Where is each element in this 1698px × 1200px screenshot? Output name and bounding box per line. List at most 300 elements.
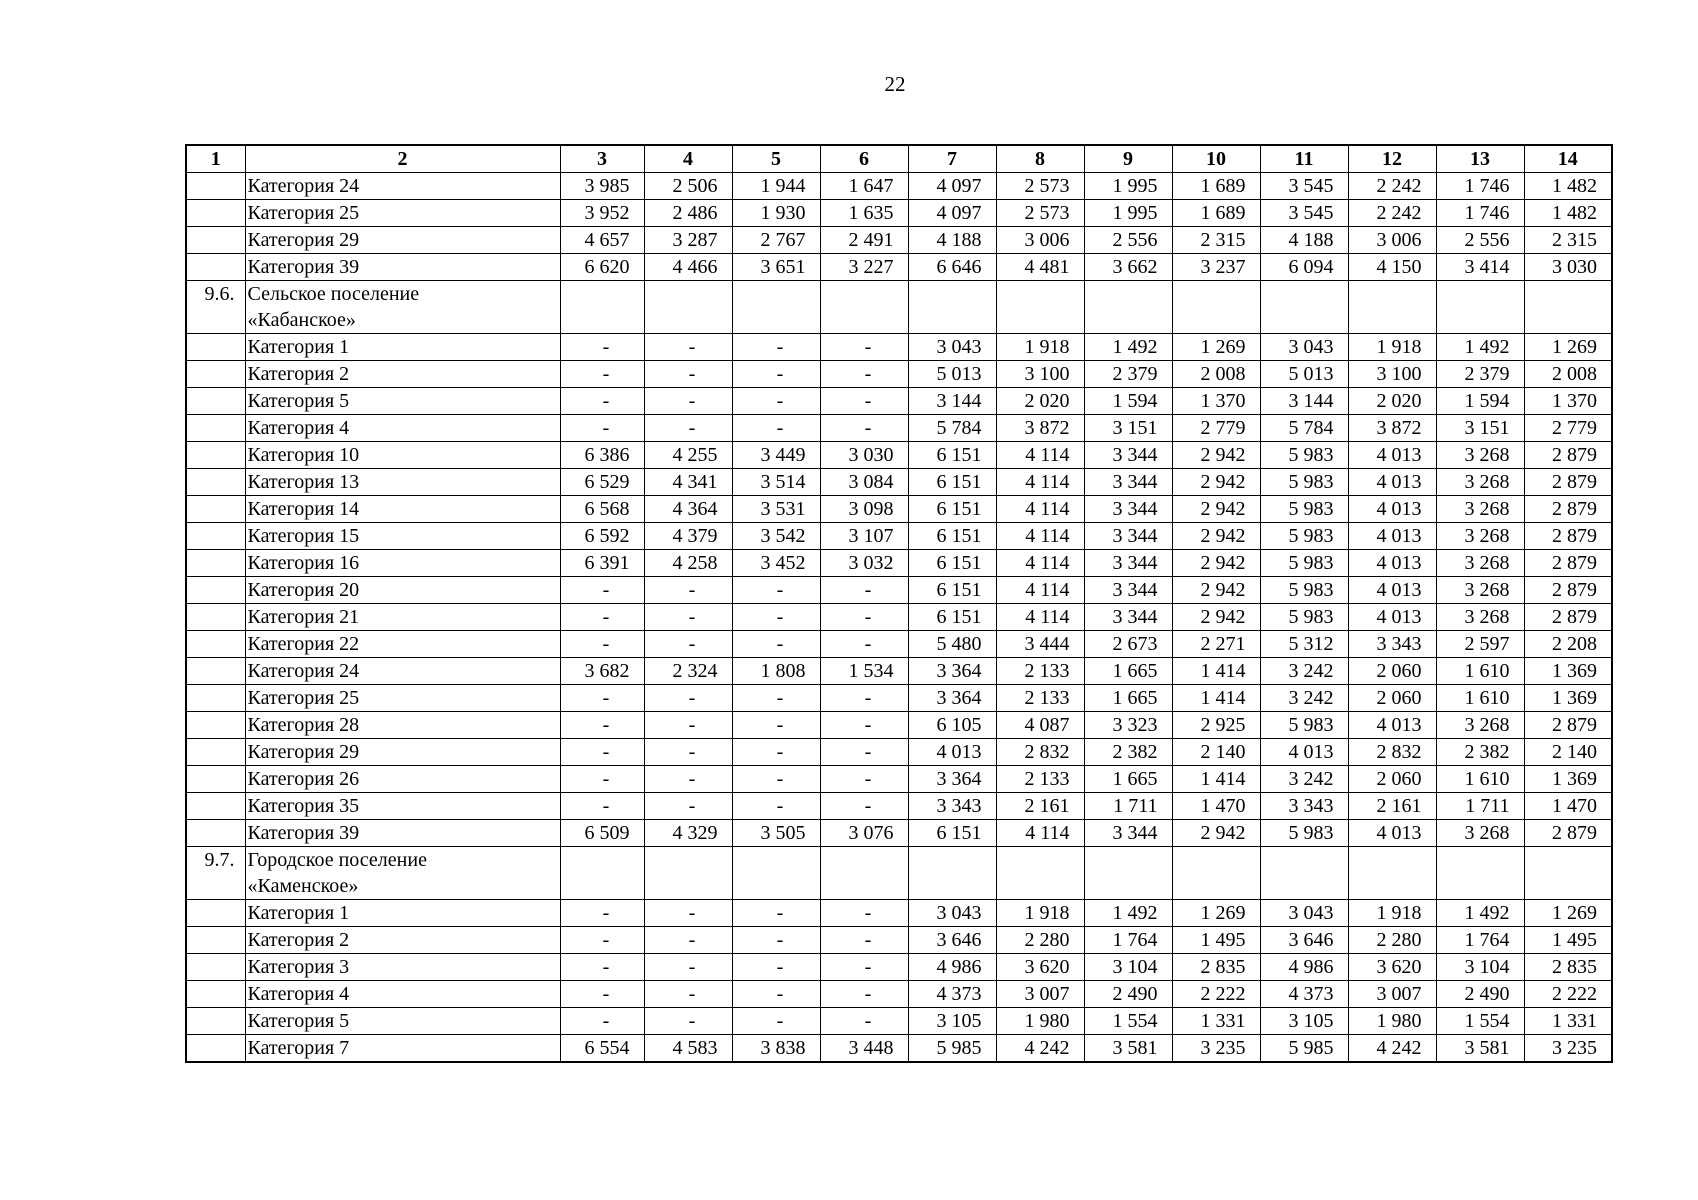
table-body — [186, 173, 1612, 1063]
value-cell: 3 227 — [820, 254, 908, 281]
row-index — [186, 820, 245, 847]
value-cell: 4 188 — [908, 227, 996, 254]
value-cell: 1 764 — [1084, 927, 1172, 954]
value-cell: - — [560, 361, 644, 388]
value-cell: 2 140 — [1524, 739, 1612, 766]
row-index — [186, 981, 245, 1008]
value-cell: 3 235 — [1524, 1035, 1612, 1063]
value-cell: 3 344 — [1084, 469, 1172, 496]
value-cell: 1 746 — [1436, 200, 1524, 227]
value-cell: 2 020 — [1348, 388, 1436, 415]
value-cell — [644, 847, 732, 900]
value-cell: 3 364 — [908, 766, 996, 793]
value-cell: 3 043 — [908, 334, 996, 361]
column-header-9: 9 — [1084, 145, 1172, 173]
value-cell: 1 331 — [1524, 1008, 1612, 1035]
column-header-4: 4 — [644, 145, 732, 173]
value-cell: 5 013 — [1260, 361, 1348, 388]
value-cell: 2 879 — [1524, 496, 1612, 523]
category-name: Категория 39 — [245, 820, 560, 847]
value-cell: - — [644, 334, 732, 361]
value-cell: 2 490 — [1436, 981, 1524, 1008]
table-row — [186, 388, 1612, 415]
value-cell: 4 255 — [644, 442, 732, 469]
value-cell: 5 985 — [1260, 1035, 1348, 1063]
value-cell: 1 764 — [1436, 927, 1524, 954]
value-cell: 3 952 — [560, 200, 644, 227]
value-cell: 4 013 — [1348, 550, 1436, 577]
value-cell: 5 784 — [908, 415, 996, 442]
value-cell: 2 020 — [996, 388, 1084, 415]
value-cell: - — [732, 927, 820, 954]
value-cell: 3 268 — [1436, 496, 1524, 523]
row-index — [186, 685, 245, 712]
table-row — [186, 200, 1612, 227]
value-cell: 2 832 — [996, 739, 1084, 766]
value-cell: 5 013 — [908, 361, 996, 388]
value-cell: - — [732, 631, 820, 658]
value-cell: 6 391 — [560, 550, 644, 577]
value-cell: 3 545 — [1260, 200, 1348, 227]
value-cell: 5 983 — [1260, 577, 1348, 604]
value-cell: - — [560, 334, 644, 361]
value-cell: 4 114 — [996, 550, 1084, 577]
value-cell: 3 104 — [1436, 954, 1524, 981]
value-cell: 3 242 — [1260, 658, 1348, 685]
value-cell: 2 767 — [732, 227, 820, 254]
value-cell: 1 594 — [1084, 388, 1172, 415]
value-cell: 4 657 — [560, 227, 644, 254]
value-cell: 4 013 — [908, 739, 996, 766]
value-cell — [1172, 847, 1260, 900]
row-index — [186, 900, 245, 927]
value-cell: - — [644, 1008, 732, 1035]
value-cell: 3 007 — [1348, 981, 1436, 1008]
value-cell: 2 280 — [996, 927, 1084, 954]
value-cell: 2 133 — [996, 766, 1084, 793]
value-cell: 1 711 — [1084, 793, 1172, 820]
value-cell: - — [820, 712, 908, 739]
value-cell: - — [560, 388, 644, 415]
value-cell: - — [560, 793, 644, 820]
value-cell: 2 222 — [1172, 981, 1260, 1008]
table-row — [186, 550, 1612, 577]
row-index — [186, 388, 245, 415]
table-row — [186, 254, 1612, 281]
value-cell — [644, 281, 732, 334]
category-name: Категория 3 — [245, 954, 560, 981]
value-cell: - — [560, 927, 644, 954]
column-header-3: 3 — [560, 145, 644, 173]
row-index — [186, 361, 245, 388]
value-cell: 3 505 — [732, 820, 820, 847]
value-cell: 5 985 — [908, 1035, 996, 1063]
value-cell: - — [820, 927, 908, 954]
value-cell: 2 060 — [1348, 658, 1436, 685]
value-cell: - — [820, 1008, 908, 1035]
category-name: Категория 16 — [245, 550, 560, 577]
tariff-table — [185, 144, 1613, 1063]
value-cell: 2 835 — [1524, 954, 1612, 981]
value-cell: 3 646 — [1260, 927, 1348, 954]
value-cell: - — [820, 631, 908, 658]
value-cell: - — [644, 766, 732, 793]
row-index — [186, 1008, 245, 1035]
table-row — [186, 685, 1612, 712]
value-cell: 4 114 — [996, 820, 1084, 847]
value-cell: 1 269 — [1524, 900, 1612, 927]
value-cell: 2 942 — [1172, 496, 1260, 523]
value-cell: - — [732, 981, 820, 1008]
table-row — [186, 631, 1612, 658]
value-cell: 1 370 — [1524, 388, 1612, 415]
value-cell: 2 140 — [1172, 739, 1260, 766]
value-cell: 2 271 — [1172, 631, 1260, 658]
value-cell: 2 506 — [644, 173, 732, 200]
table-row — [186, 793, 1612, 820]
table-row — [186, 954, 1612, 981]
value-cell — [1348, 847, 1436, 900]
value-cell: - — [732, 604, 820, 631]
value-cell: 2 942 — [1172, 442, 1260, 469]
value-cell: 2 133 — [996, 685, 1084, 712]
value-cell — [1524, 847, 1612, 900]
row-index — [186, 442, 245, 469]
value-cell: 1 647 — [820, 173, 908, 200]
value-cell: 4 114 — [996, 469, 1084, 496]
value-cell: 5 983 — [1260, 442, 1348, 469]
table-row — [186, 900, 1612, 927]
value-cell: 4 188 — [1260, 227, 1348, 254]
value-cell: - — [644, 415, 732, 442]
value-cell: 1 918 — [996, 900, 1084, 927]
value-cell: 5 312 — [1260, 631, 1348, 658]
value-cell: 1 495 — [1172, 927, 1260, 954]
value-cell: 2 490 — [1084, 981, 1172, 1008]
value-cell — [1172, 281, 1260, 334]
row-index — [186, 793, 245, 820]
value-cell: 2 242 — [1348, 173, 1436, 200]
value-cell: 4 373 — [1260, 981, 1348, 1008]
value-cell: 5 784 — [1260, 415, 1348, 442]
section-name: Сельское поселение «Кабанское» — [245, 281, 560, 334]
value-cell: 3 144 — [1260, 388, 1348, 415]
table-row — [186, 766, 1612, 793]
value-cell: 2 942 — [1172, 820, 1260, 847]
value-cell: 3 268 — [1436, 442, 1524, 469]
value-cell: 6 105 — [908, 712, 996, 739]
value-cell: 2 280 — [1348, 927, 1436, 954]
section-row — [186, 847, 1612, 900]
value-cell: - — [820, 954, 908, 981]
table-row — [186, 658, 1612, 685]
value-cell: - — [732, 361, 820, 388]
row-index — [186, 927, 245, 954]
value-cell: 3 343 — [908, 793, 996, 820]
value-cell: - — [820, 739, 908, 766]
value-cell: 2 161 — [996, 793, 1084, 820]
column-header-8: 8 — [996, 145, 1084, 173]
row-index: 9.7. — [186, 847, 245, 900]
value-cell: 6 386 — [560, 442, 644, 469]
value-cell: - — [732, 388, 820, 415]
category-name: Категория 22 — [245, 631, 560, 658]
value-cell: 3 007 — [996, 981, 1084, 1008]
value-cell: 1 594 — [1436, 388, 1524, 415]
value-cell: 1 331 — [1172, 1008, 1260, 1035]
value-cell: 1 918 — [1348, 900, 1436, 927]
value-cell: 3 344 — [1084, 550, 1172, 577]
value-cell: 2 060 — [1348, 766, 1436, 793]
value-cell: 4 150 — [1348, 254, 1436, 281]
value-cell: - — [820, 981, 908, 1008]
value-cell: 1 414 — [1172, 658, 1260, 685]
value-cell: 3 343 — [1348, 631, 1436, 658]
value-cell: 1 369 — [1524, 685, 1612, 712]
category-name: Категория 2 — [245, 361, 560, 388]
value-cell: 5 983 — [1260, 469, 1348, 496]
value-cell: - — [732, 793, 820, 820]
value-cell: - — [560, 900, 644, 927]
value-cell: 4 013 — [1348, 442, 1436, 469]
category-name: Категория 1 — [245, 334, 560, 361]
row-index — [186, 1035, 245, 1063]
value-cell: 4 114 — [996, 442, 1084, 469]
value-cell: 3 105 — [1260, 1008, 1348, 1035]
value-cell: 2 573 — [996, 200, 1084, 227]
table-row — [186, 604, 1612, 631]
value-cell: 2 222 — [1524, 981, 1612, 1008]
value-cell: - — [732, 685, 820, 712]
row-index — [186, 254, 245, 281]
value-cell: - — [820, 388, 908, 415]
row-index — [186, 227, 245, 254]
column-header-12: 12 — [1348, 145, 1436, 173]
value-cell: 2 879 — [1524, 550, 1612, 577]
value-cell: 4 258 — [644, 550, 732, 577]
value-cell: - — [644, 577, 732, 604]
value-cell: 3 100 — [996, 361, 1084, 388]
value-cell: 3 662 — [1084, 254, 1172, 281]
section-name: Городское поселение «Каменское» — [245, 847, 560, 900]
value-cell: 3 620 — [1348, 954, 1436, 981]
value-cell: 1 610 — [1436, 658, 1524, 685]
value-cell: 4 986 — [1260, 954, 1348, 981]
value-cell: 3 151 — [1084, 415, 1172, 442]
value-cell: 3 838 — [732, 1035, 820, 1063]
value-cell: 1 689 — [1172, 200, 1260, 227]
value-cell: - — [560, 604, 644, 631]
value-cell: - — [560, 766, 644, 793]
value-cell: - — [820, 900, 908, 927]
value-cell: - — [560, 577, 644, 604]
value-cell: - — [644, 981, 732, 1008]
value-cell: 4 341 — [644, 469, 732, 496]
value-cell: - — [644, 927, 732, 954]
value-cell: - — [820, 334, 908, 361]
value-cell: 3 344 — [1084, 523, 1172, 550]
value-cell: 3 268 — [1436, 820, 1524, 847]
value-cell: 6 620 — [560, 254, 644, 281]
value-cell: 2 925 — [1172, 712, 1260, 739]
category-name: Категория 2 — [245, 927, 560, 954]
category-name: Категория 29 — [245, 227, 560, 254]
value-cell: 3 581 — [1084, 1035, 1172, 1063]
table-row — [186, 712, 1612, 739]
category-name: Категория 15 — [245, 523, 560, 550]
value-cell: 3 043 — [1260, 900, 1348, 927]
value-cell: 3 581 — [1436, 1035, 1524, 1063]
value-cell: - — [644, 361, 732, 388]
value-cell: 3 414 — [1436, 254, 1524, 281]
row-index — [186, 523, 245, 550]
category-name: Категория 29 — [245, 739, 560, 766]
value-cell: 5 983 — [1260, 523, 1348, 550]
value-cell: 2 879 — [1524, 712, 1612, 739]
row-index — [186, 334, 245, 361]
value-cell: - — [820, 415, 908, 442]
value-cell: 3 268 — [1436, 577, 1524, 604]
section-row — [186, 281, 1612, 334]
value-cell: 4 583 — [644, 1035, 732, 1063]
value-cell: 3 323 — [1084, 712, 1172, 739]
value-cell: 2 242 — [1348, 200, 1436, 227]
table-row — [186, 469, 1612, 496]
value-cell: 6 094 — [1260, 254, 1348, 281]
value-cell: 1 414 — [1172, 766, 1260, 793]
value-cell: - — [644, 604, 732, 631]
value-cell: 2 556 — [1084, 227, 1172, 254]
table-row — [186, 523, 1612, 550]
value-cell: - — [820, 793, 908, 820]
value-cell: 2 315 — [1524, 227, 1612, 254]
value-cell: 4 242 — [1348, 1035, 1436, 1063]
value-cell: 1 369 — [1524, 658, 1612, 685]
value-cell: 3 872 — [996, 415, 1084, 442]
value-cell: 2 832 — [1348, 739, 1436, 766]
value-cell: 2 879 — [1524, 577, 1612, 604]
value-cell: 1 918 — [996, 334, 1084, 361]
value-cell: 2 382 — [1436, 739, 1524, 766]
value-cell: 3 237 — [1172, 254, 1260, 281]
value-cell: - — [644, 954, 732, 981]
value-cell: 3 364 — [908, 658, 996, 685]
value-cell: 6 151 — [908, 550, 996, 577]
row-index — [186, 604, 245, 631]
row-index — [186, 550, 245, 577]
value-cell: 6 554 — [560, 1035, 644, 1063]
value-cell: 4 373 — [908, 981, 996, 1008]
value-cell: 3 107 — [820, 523, 908, 550]
value-cell: 4 013 — [1348, 496, 1436, 523]
table-row — [186, 227, 1612, 254]
value-cell: - — [732, 712, 820, 739]
value-cell: 1 930 — [732, 200, 820, 227]
value-cell: 3 872 — [1348, 415, 1436, 442]
category-name: Категория 25 — [245, 685, 560, 712]
column-header-1: 1 — [186, 145, 245, 173]
table-row — [186, 496, 1612, 523]
value-cell: - — [644, 793, 732, 820]
column-header-6: 6 — [820, 145, 908, 173]
value-cell: 1 482 — [1524, 173, 1612, 200]
table-row — [186, 361, 1612, 388]
value-cell: - — [644, 712, 732, 739]
value-cell: 6 509 — [560, 820, 644, 847]
value-cell: 1 746 — [1436, 173, 1524, 200]
value-cell: 1 665 — [1084, 685, 1172, 712]
table-row — [186, 820, 1612, 847]
value-cell: 3 287 — [644, 227, 732, 254]
category-name: Категория 24 — [245, 173, 560, 200]
value-cell: - — [732, 415, 820, 442]
value-cell: 2 315 — [1172, 227, 1260, 254]
value-cell: 5 983 — [1260, 820, 1348, 847]
table-row — [186, 577, 1612, 604]
value-cell: 3 084 — [820, 469, 908, 496]
value-cell: - — [644, 388, 732, 415]
value-cell — [996, 281, 1084, 334]
table-row — [186, 415, 1612, 442]
value-cell — [560, 847, 644, 900]
value-cell: 1 665 — [1084, 658, 1172, 685]
value-cell — [560, 281, 644, 334]
value-cell: 3 076 — [820, 820, 908, 847]
value-cell: 3 144 — [908, 388, 996, 415]
value-cell: - — [560, 415, 644, 442]
value-cell: 2 486 — [644, 200, 732, 227]
value-cell: - — [732, 334, 820, 361]
value-cell: 3 344 — [1084, 820, 1172, 847]
value-cell: 6 151 — [908, 820, 996, 847]
value-cell: - — [560, 739, 644, 766]
row-index — [186, 173, 245, 200]
category-name: Категория 35 — [245, 793, 560, 820]
row-index — [186, 739, 245, 766]
value-cell: 4 013 — [1348, 712, 1436, 739]
value-cell: 3 030 — [820, 442, 908, 469]
value-cell — [1084, 281, 1172, 334]
value-cell: 3 448 — [820, 1035, 908, 1063]
value-cell: 6 151 — [908, 442, 996, 469]
table-row — [186, 981, 1612, 1008]
value-cell: 4 087 — [996, 712, 1084, 739]
value-cell: 1 808 — [732, 658, 820, 685]
value-cell: 4 013 — [1348, 469, 1436, 496]
category-name: Категория 28 — [245, 712, 560, 739]
value-cell: 1 995 — [1084, 173, 1172, 200]
value-cell: 3 545 — [1260, 173, 1348, 200]
value-cell: 2 161 — [1348, 793, 1436, 820]
value-cell: 1 610 — [1436, 766, 1524, 793]
table-row — [186, 739, 1612, 766]
category-name: Категория 21 — [245, 604, 560, 631]
category-name: Категория 7 — [245, 1035, 560, 1063]
row-index — [186, 415, 245, 442]
value-cell: 1 980 — [996, 1008, 1084, 1035]
value-cell: 2 008 — [1524, 361, 1612, 388]
row-index — [186, 496, 245, 523]
value-cell: 1 269 — [1172, 334, 1260, 361]
value-cell: 1 414 — [1172, 685, 1260, 712]
value-cell: - — [560, 685, 644, 712]
value-cell: 5 480 — [908, 631, 996, 658]
value-cell: - — [644, 631, 732, 658]
value-cell: 6 151 — [908, 496, 996, 523]
value-cell — [908, 847, 996, 900]
value-cell: 1 492 — [1436, 900, 1524, 927]
value-cell: - — [820, 604, 908, 631]
